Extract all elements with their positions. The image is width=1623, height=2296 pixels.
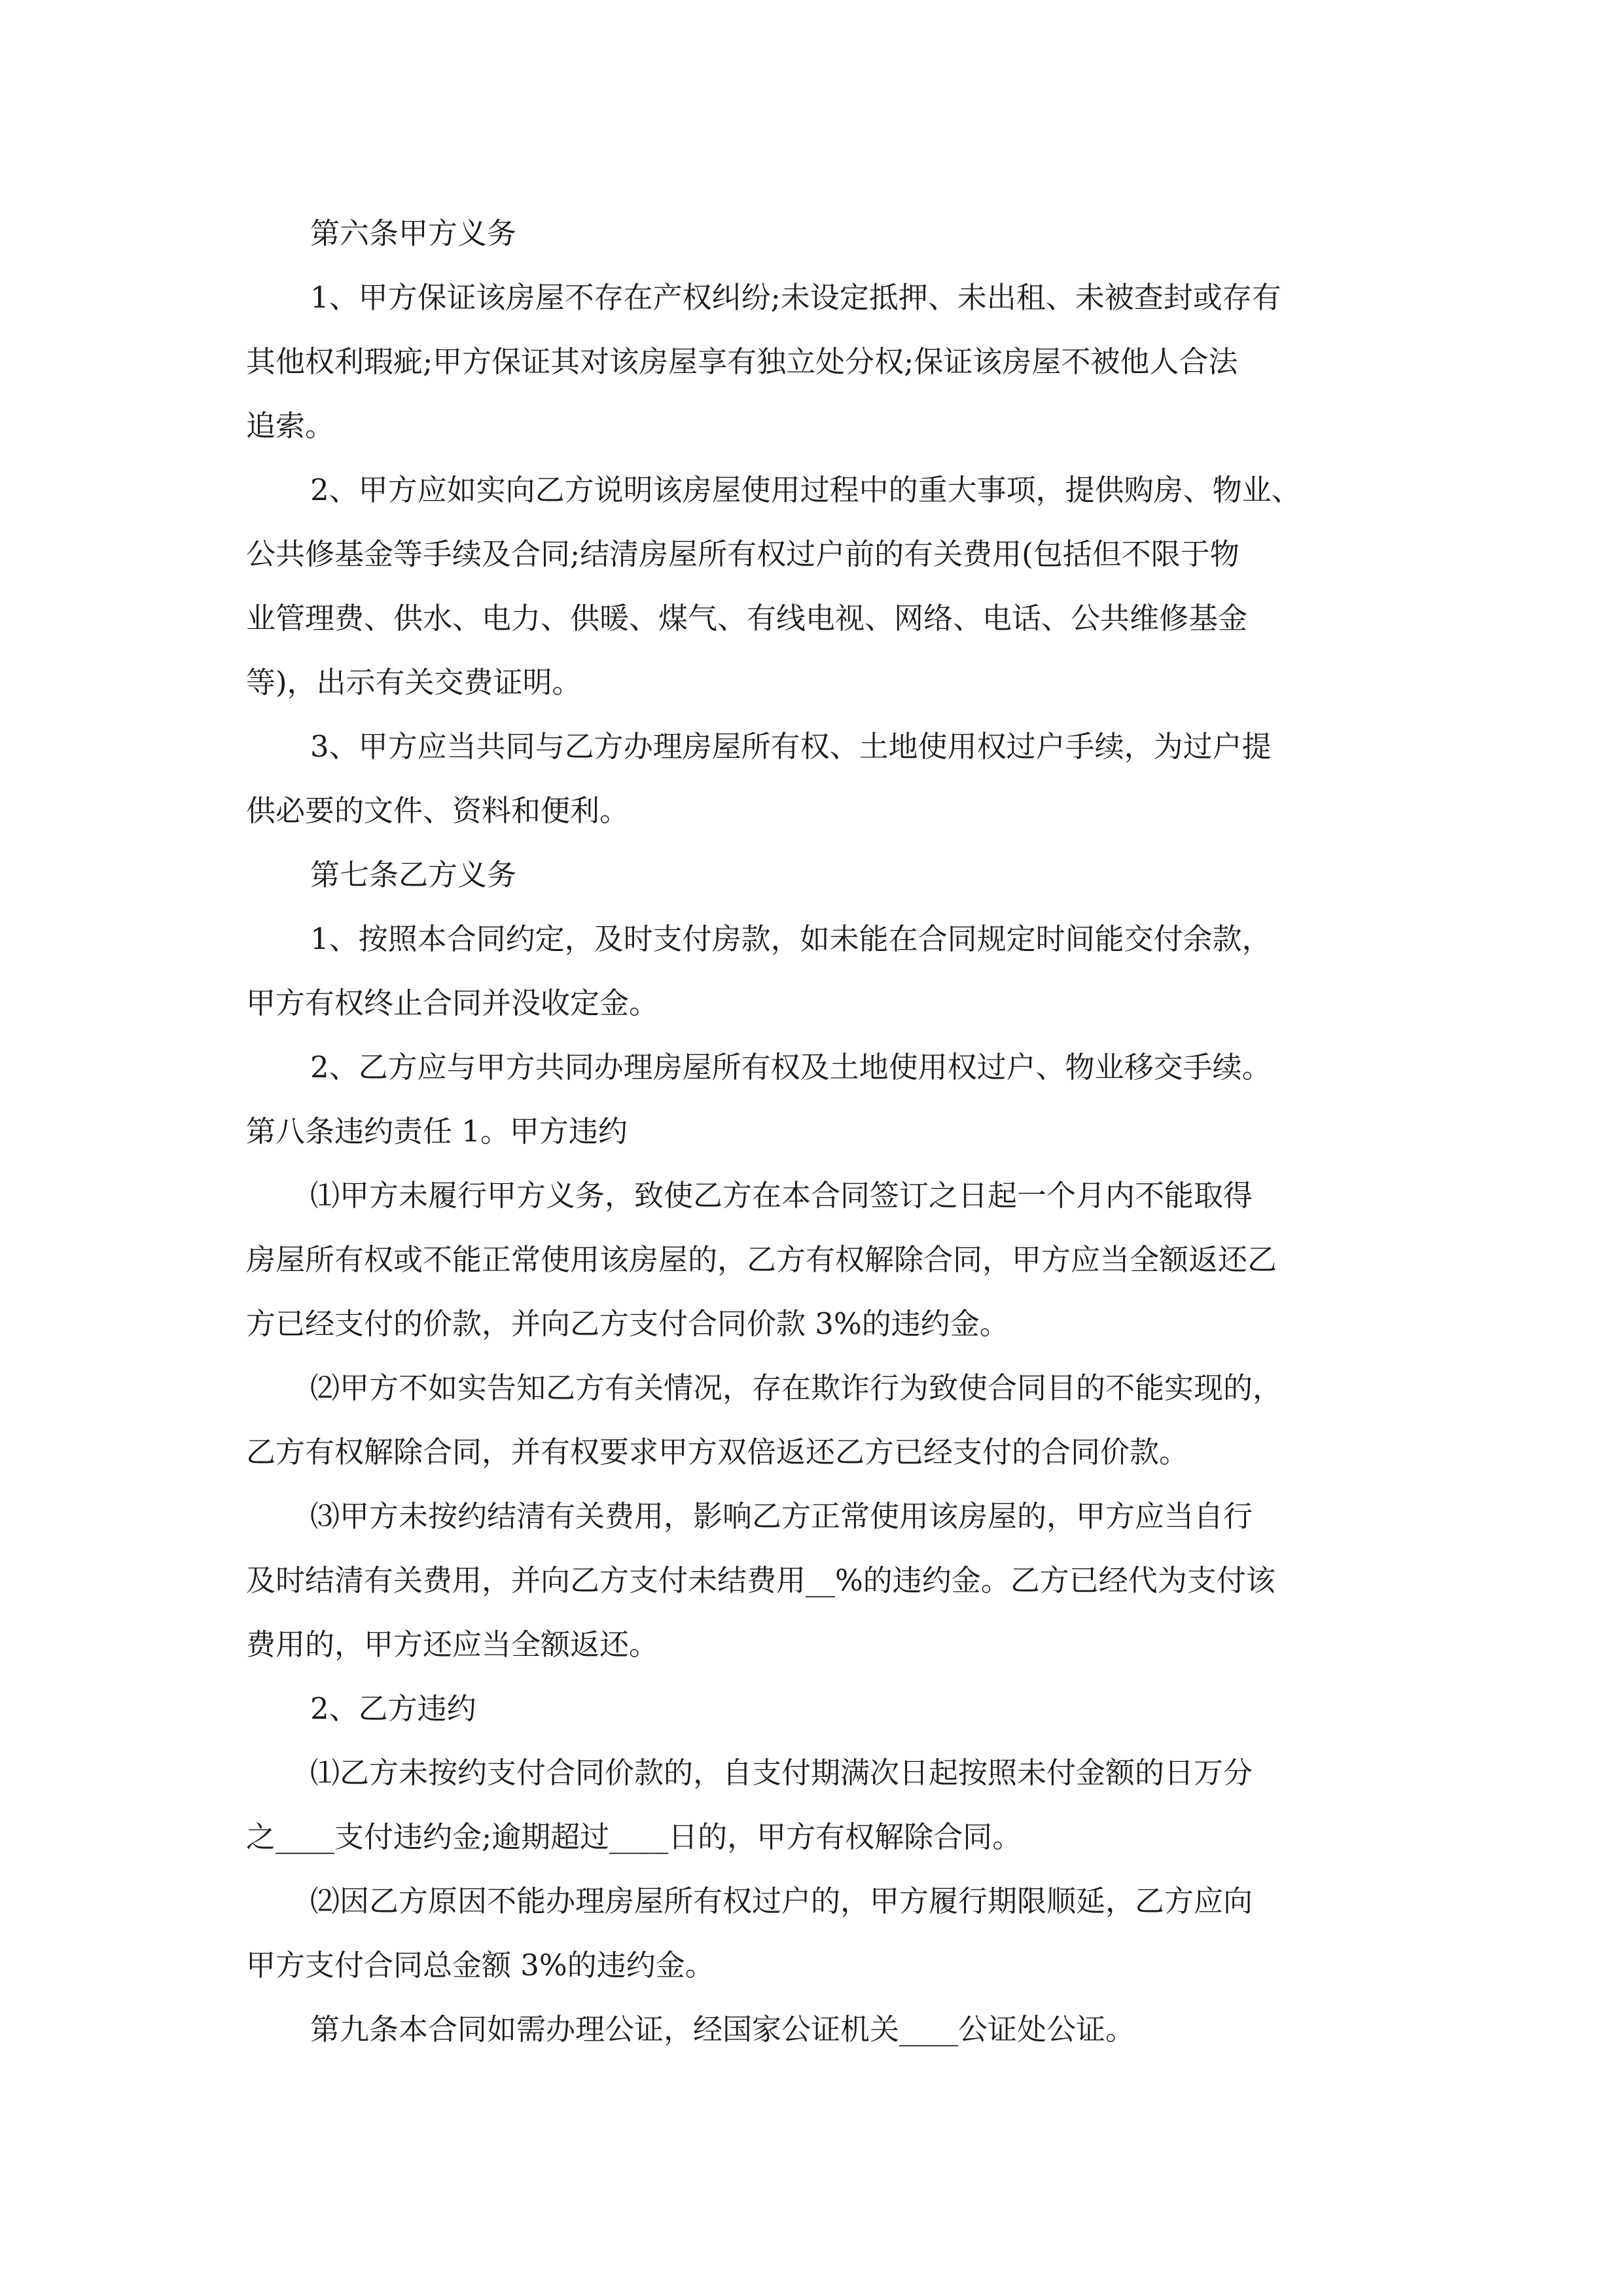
- paragraph-line: 之____支付违约金;逾期超过____日的，甲方有权解除合同。: [246, 1820, 1022, 1854]
- paragraph-line: 甲方有权终止合同并没收定金。: [246, 986, 659, 1020]
- paragraph-line: ⑵甲方不如实告知乙方有关情况，存在欺诈行为致使合同目的不能实现的，: [310, 1371, 1283, 1405]
- paragraph-line: 供必要的文件、资料和便利。: [246, 793, 630, 828]
- paragraph-line: 甲方支付合同总金额 3%的违约金。: [246, 1948, 715, 1982]
- paragraph-line: ⑴乙方未按约支付合同价款的，自支付期满次日起按照未付金额的日万分: [310, 1755, 1253, 1790]
- document-page: [246, 202, 1378, 2062]
- paragraph-line: 1、按照本合同约定，及时支付房款，如未能在合同规定时间能交付余款，: [310, 922, 1272, 956]
- heading-article-9: 第九条本合同如需办理公证，经国家公证机关____公证处公证。: [310, 2012, 1135, 2047]
- subheading-party-b-breach: 2、乙方违约: [310, 1691, 476, 1726]
- paragraph-line: 等)，出示有关交费证明。: [246, 665, 582, 700]
- paragraph-line: 3、甲方应当共同与乙方办理房屋所有权、土地使用权过户手续，为过户提: [310, 729, 1272, 764]
- paragraph-line: 2、甲方应如实向乙方说明该房屋使用过程中的重大事项，提供购房、物业、: [310, 473, 1301, 507]
- paragraph-line: 追索。: [246, 408, 335, 443]
- paragraph-line: 乙方有权解除合同，并有权要求甲方双倍返还乙方已经支付的合同价款。: [246, 1435, 1189, 1469]
- paragraph-line: ⑴甲方未履行甲方义务，致使乙方在本合同签订之日起一个月内不能取得: [310, 1178, 1253, 1213]
- paragraph-line: 2、乙方应与甲方共同办理房屋所有权及土地使用权过户、物业移交手续。: [310, 1050, 1272, 1085]
- paragraph-line: 费用的，甲方还应当全额返还。: [246, 1627, 659, 1662]
- paragraph-line: 1、甲方保证该房屋不存在产权纠纷;未设定抵押、未出租、未被查封或存有: [310, 280, 1281, 315]
- heading-article-8: 第八条违约责任 1。甲方违约: [246, 1114, 628, 1149]
- paragraph-line: 公共修基金等手续及合同;结清房屋所有权过户前的有关费用(包括但不限于物: [246, 537, 1240, 571]
- heading-article-6: 第六条甲方义务: [310, 216, 517, 251]
- paragraph-line: 房屋所有权或不能正常使用该房屋的，乙方有权解除合同，甲方应当全额返还乙: [246, 1242, 1277, 1277]
- paragraph-line: 及时结清有关费用，并向乙方支付未结费用__%的违约金。乙方已经代为支付该: [246, 1563, 1275, 1598]
- paragraph-line: ⑶甲方未按约结清有关费用，影响乙方正常使用该房屋的，甲方应当自行: [310, 1499, 1253, 1534]
- paragraph-line: ⑵因乙方原因不能办理房屋所有权过户的，甲方履行期限顺延，乙方应向: [310, 1884, 1253, 1918]
- paragraph-line: 其他权利瑕疵;甲方保证其对该房屋享有独立处分权;保证该房屋不被他人合法: [246, 344, 1238, 379]
- paragraph-line: 业管理费、供水、电力、供暖、煤气、有线电视、网络、电话、公共维修基金: [246, 601, 1248, 636]
- heading-article-7: 第七条乙方义务: [310, 857, 517, 892]
- paragraph-line: 方已经支付的价款，并向乙方支付合同价款 3%的违约金。: [246, 1306, 1009, 1341]
